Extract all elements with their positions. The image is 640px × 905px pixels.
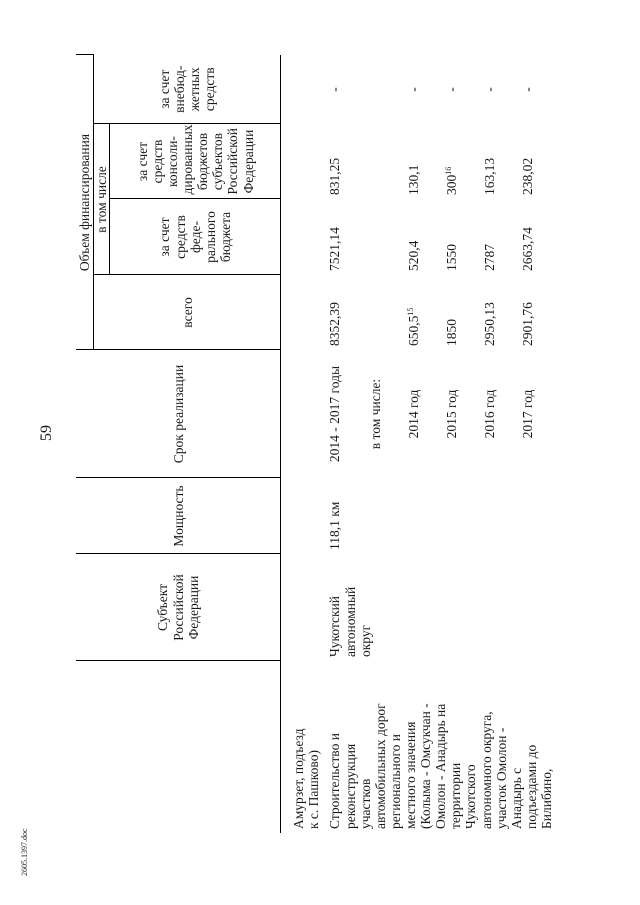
year-regional: 238,02 <box>519 157 535 195</box>
year-term: 2015 год <box>443 389 459 439</box>
subject-line: округ <box>357 624 373 657</box>
name-line: реконструкция <box>342 743 358 829</box>
name-line: участок Омолон - <box>493 727 509 829</box>
name-line: (Колыма - Омсукчан - <box>418 703 434 829</box>
year-total: 1850 <box>443 319 459 346</box>
header-including: в том числе <box>94 124 110 275</box>
year-federal: 2663,74 <box>519 227 535 271</box>
year-regional: $300^{16}$ <box>443 166 459 195</box>
year-federal: 520,4 <box>405 240 421 271</box>
year-total: 650,5$^{15}$ <box>405 307 421 346</box>
subject-line: автономный <box>342 586 358 657</box>
year-extrabudget: - <box>405 87 421 92</box>
name-line: Амурзет, подъезд <box>291 728 307 829</box>
year-federal: 2787 <box>481 244 497 271</box>
name-line: Анадырь с <box>508 767 524 829</box>
name-line: Строительство и <box>327 733 343 829</box>
subject-line: Чукотский <box>327 595 343 657</box>
main-row-federal: 7521,14 <box>327 227 343 271</box>
name-line: подъездами до <box>523 744 539 829</box>
year-extrabudget: - <box>443 87 459 92</box>
header-financing: Объем финансирования <box>76 55 94 350</box>
header-subject: Субъект Российской Федерации <box>76 554 281 661</box>
financing-table <box>76 54 556 833</box>
footnote-ref: 15 <box>405 307 415 316</box>
name-line: к с. Пашково) <box>306 750 322 829</box>
name-line: автономного округа, <box>478 711 494 829</box>
name-line: автомобильных дорог <box>372 703 388 829</box>
name-line: Билибино, <box>538 768 554 829</box>
year-federal: 1550 <box>443 244 459 271</box>
year-regional: 130,1 <box>405 164 421 195</box>
main-row-extrabudget: - <box>327 87 343 92</box>
main-row-name <box>323 661 556 833</box>
header-name-blank <box>76 661 281 833</box>
header-federal: за счет средств феде-рального бюджета <box>110 199 281 275</box>
prev-row-name <box>281 661 324 833</box>
main-row-total: 8352,39 <box>327 302 343 346</box>
main-row <box>323 55 365 833</box>
page-number: 59 <box>38 425 55 441</box>
header-regional: за счет средств консоли-дированных бюджетов субъектов Российской Федерации <box>110 124 281 199</box>
financing-table-rotated <box>76 55 572 833</box>
name-line: регионального и <box>387 733 403 829</box>
year-extrabudget: - <box>481 87 497 92</box>
year-term: 2016 год <box>481 389 497 439</box>
year-total: 2950,13 <box>481 302 497 346</box>
year-extrabudget: - <box>519 87 535 92</box>
year-regional: 163,13 <box>481 157 497 195</box>
year-term: 2014 год <box>405 389 421 439</box>
footnote-ref: 16 <box>443 166 453 175</box>
including-label: в том числе: <box>367 378 383 450</box>
name-line: территории <box>448 762 464 829</box>
name-line: Омолон - Анадырь на <box>433 703 449 829</box>
main-row-power: 118,1 км <box>327 501 343 550</box>
year-term: 2017 год <box>519 389 535 439</box>
header-extrabudget: за счет внебюд-жетных средств <box>94 55 281 124</box>
header-total: всего <box>94 275 281 350</box>
name-line: местного значения <box>402 721 418 829</box>
main-row-term: 2014 - 2017 годы <box>327 365 343 463</box>
name-line: участков <box>357 778 373 829</box>
header-term: Срок реализации <box>76 350 281 478</box>
main-row-subject <box>323 554 556 661</box>
header-power: Мощность <box>76 478 281 554</box>
main-row-regional: 831,25 <box>327 157 343 195</box>
prev-row <box>281 55 324 833</box>
year-total: 2901,76 <box>519 302 535 346</box>
document-code: 2605.1397.doc <box>20 828 29 876</box>
header-row-top <box>76 55 94 833</box>
name-line: Чукотского <box>463 764 479 829</box>
